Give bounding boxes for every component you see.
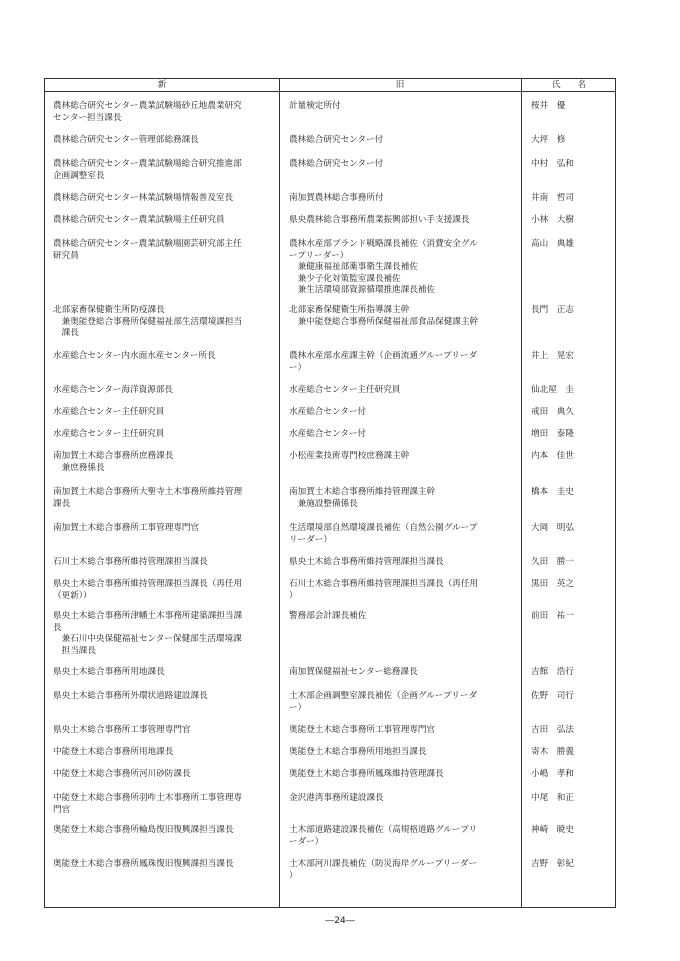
new-position: 県央土木総合事務所外環状道路建設課長	[53, 691, 208, 701]
page-number: ―24―	[325, 916, 355, 926]
person-name: 井上 晃宏	[531, 351, 574, 361]
new-position: 農林総合研究センター農業試験場主任研究員	[53, 215, 225, 225]
person-name: 井南 哲司	[531, 193, 574, 203]
person-name: 前田 祐一	[531, 611, 574, 621]
new-position: 農林総合研究センター農業試験場総合研究推進部 企画調整室長	[53, 159, 242, 181]
new-position: 農林総合研究センター林業試験場情報普及室長	[53, 193, 234, 203]
person-name: 仙北屋 圭	[531, 385, 574, 395]
person-name: 寄木 勝義	[531, 747, 574, 757]
new-position: 中能登土木総合事務所羽咋土木事務所工事管理専 門官	[53, 793, 243, 815]
new-position: 南加賀土木総合事務所庶務課長 兼庶務係長	[53, 451, 174, 473]
new-position: 農林総合研究センター農業試験場砂丘地農業研究 センター担当課長	[53, 101, 242, 123]
new-position: 中能登土木総合事務所用地課長	[53, 747, 174, 757]
old-position: 土木部企画調整室課長補佐（企画グループリーダ ー）	[289, 691, 478, 713]
old-position: 生活環境部自然環境課長補佐（自然公園グループ リーダー）	[289, 523, 478, 545]
person-name: 中村 弘和	[531, 159, 574, 169]
person-name: 長門 正志	[531, 305, 574, 315]
person-name: 吉館 浩行	[531, 667, 574, 677]
new-position: 水産総合センター主任研究員	[53, 407, 165, 417]
old-position: 水産総合センター付	[289, 429, 367, 439]
person-name: 増田 泰隆	[531, 429, 574, 439]
new-position: 中能登土木総合事務所河川砂防課長	[53, 769, 191, 779]
person-name: 内本 佳世	[531, 451, 574, 461]
old-position: 金沢港湾事務所建設課長	[289, 793, 384, 803]
person-name: 吉野 彰紀	[531, 859, 574, 869]
old-position: 農林水産部ブランド戦略課長補佐（消費安全グル ープリーダー） 兼健康福祉部薬事衛生課長補佐 兼少子化対策監室課長補佐 兼生活環境部資源循環推進課長補佐	[289, 239, 478, 296]
new-position: 県央土木総合事務所津幡土木事務所建築課担当課 長 兼石川中央保健福祉センター保健部生活環境課 担当課長	[53, 611, 243, 656]
old-position: 小松産業技術専門校庶務課主幹	[289, 451, 410, 461]
old-position: 北部家畜保健衛生所指導課主幹 兼中能登総合事務所保健福祉部食品保健課主幹	[289, 305, 479, 327]
new-position: 水産総合センター内水面水産センター所長	[53, 351, 216, 361]
old-position: 土木部河川課長補佐（防災海岸グループリーダー ）	[289, 859, 478, 881]
header-old: 旧	[395, 80, 405, 90]
new-position: 南加賀土木総合事務所大聖寺土木事務所維持管理 課長	[53, 487, 243, 509]
old-position: 水産総合センター付	[289, 407, 367, 417]
old-position: 水産総合センター主任研究員	[289, 385, 401, 395]
person-name: 久田 勝一	[531, 557, 574, 567]
new-position: 県央土木総合事務所維持管理課担当課長（再任用 （更新））	[53, 579, 243, 601]
new-position: 奥能登土木総合事務所輪島復旧復興課担当課長	[53, 825, 234, 835]
old-position: 県央農林総合事務所農業振興部担い手支援課長	[289, 215, 470, 225]
old-position: 土木部道路建設課長補佐（高規格道路グループリ ーダー）	[289, 825, 478, 847]
person-name: 桜井 優	[531, 101, 566, 111]
table-header	[45, 79, 615, 92]
new-position: 奥能登土木総合事務所鳳珠復旧復興課担当課長	[53, 859, 234, 869]
header-new: 新	[157, 80, 167, 90]
person-name: 高山 典雄	[531, 239, 574, 249]
person-name: 神崎 暁史	[531, 825, 574, 835]
old-position: 農林水産部水産課主幹（企画流通グループリーダ ー）	[289, 351, 478, 373]
new-position: 農林総合研究センター管理部総務課長	[53, 135, 199, 145]
old-position: 農林総合研究センター付	[289, 159, 384, 169]
person-name: 戒田 典久	[531, 407, 574, 417]
person-name: 黒田 英之	[531, 579, 574, 589]
old-position: 石川土木総合事務所維持管理課担当課長（再任用 ）	[289, 579, 479, 601]
new-position: 北部家畜保健衛生所防疫課長 兼奥能登総合事務所保健福祉部生活環境課担当 課長	[53, 305, 243, 339]
new-position: 南加賀土木総合事務所工事管理専門官	[53, 523, 200, 533]
new-position: 県央土木総合事務所用地課長	[53, 667, 165, 677]
new-position: 水産総合センター主任研究員	[53, 429, 165, 439]
old-position: 南加賀保健福祉センター総務課長	[289, 667, 418, 677]
person-name: 小嶋 孝和	[531, 769, 574, 779]
old-position: 奥能登土木総合事務所用地担当課長	[289, 747, 427, 757]
person-name: 佐野 司行	[531, 691, 574, 701]
old-position: 計量検定所付	[289, 101, 341, 111]
old-position: 奥能登土木総合事務所鳳珠維持管理課長	[289, 769, 444, 779]
new-position: 石川土木総合事務所維持管理課担当課長	[53, 557, 208, 567]
person-name: 中尾 和正	[531, 793, 574, 803]
new-position: 農林総合研究センター農業試験場園芸研究部主任 研究員	[53, 239, 242, 261]
old-position: 南加賀農林総合事務所付	[289, 193, 384, 203]
old-position: 農林総合研究センター付	[289, 135, 384, 145]
person-name: 橋本 圭史	[531, 487, 574, 497]
person-name: 吉田 弘法	[531, 725, 574, 735]
old-position: 南加賀土木総合事務所維持管理課主幹 兼施設整備係長	[289, 487, 436, 509]
old-position: 奥能登土木総合事務所工事管理専門官	[289, 725, 436, 735]
personnel-table	[44, 78, 616, 908]
new-position: 水産総合センター海洋資源部長	[53, 385, 173, 395]
person-name: 大岡 明弘	[531, 523, 574, 533]
person-name: 大坪 修	[531, 135, 566, 145]
header-name: 氏 名	[551, 80, 586, 90]
new-position: 県央土木総合事務所工事管理専門官	[53, 725, 191, 735]
person-name: 小林 大樹	[531, 215, 574, 225]
old-position: 警務部会計課長補佐	[289, 611, 367, 621]
column-divider	[521, 79, 522, 907]
old-position: 県央土木総合事務所維持管理課担当課長	[289, 557, 444, 567]
